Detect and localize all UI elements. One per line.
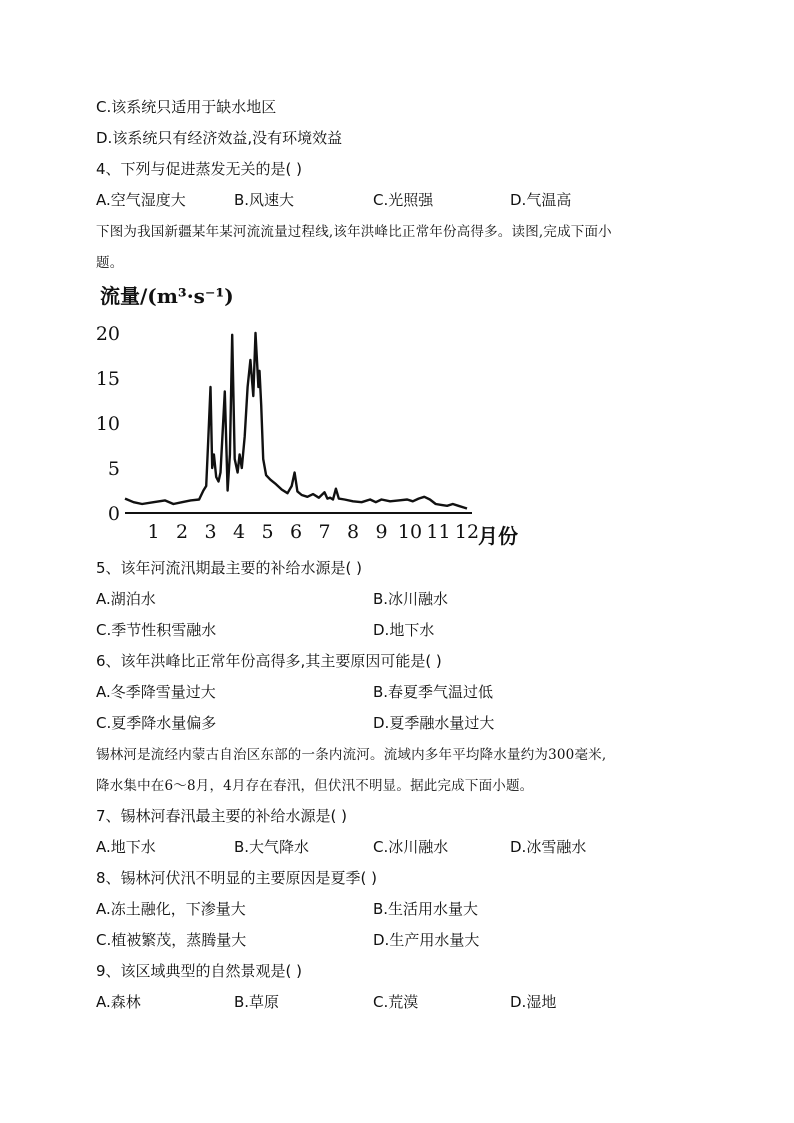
q4-option-c: C.光照强 xyxy=(373,191,434,209)
q3-option-c: C.该系统只适用于缺水地区 xyxy=(96,98,277,116)
chart-x-ticks xyxy=(147,521,479,543)
q8-stem: 8、锡林河伏汛不明显的主要原因是夏季( ) xyxy=(96,869,378,887)
chart-y-ticks xyxy=(96,323,120,525)
chart-x-tick-label: 5 xyxy=(261,521,274,543)
q9-option-b: B.草原 xyxy=(234,993,280,1011)
chart-x-tick-label: 2 xyxy=(175,521,189,543)
q7-option-c: C.冰川融水 xyxy=(373,838,449,856)
q6-option-c: C.夏季降水量偏多 xyxy=(96,714,217,732)
chart-x-tick-label: 10 xyxy=(397,521,423,543)
q6-option-a: A.冬季降雪量过大 xyxy=(96,683,216,701)
q6-option-d: D.夏季融水量过大 xyxy=(373,714,495,732)
q8-option-a: A.冻土融化，下渗量大 xyxy=(96,900,246,918)
q5-option-a: A.湖泊水 xyxy=(96,590,156,608)
material-intro-2-line2: 降水集中在6～8月，4月存在春汛，但伏汛不明显。据此完成下面小题。 xyxy=(96,778,534,794)
q8-option-b: B.生活用水量大 xyxy=(373,900,479,918)
q7-option-d: D.冰雪融水 xyxy=(510,838,587,856)
q6-option-b: B.春夏季气温过低 xyxy=(373,683,494,701)
chart-y-tick-label: 15 xyxy=(95,368,120,390)
material-intro-1-line1: 下图为我国新疆某年某河流流量过程线,该年洪峰比正常年份高得多。读图,完成下面小 xyxy=(96,224,612,240)
q3-option-d: D.该系统只有经济效益,没有环境效益 xyxy=(96,129,343,147)
q9-option-c: C.荒漠 xyxy=(373,993,419,1011)
q9-stem: 9、该区域典型的自然景观是( ) xyxy=(96,962,303,980)
q7-option-a: A.地下水 xyxy=(96,838,156,856)
q5-stem: 5、该年河流汛期最主要的补给水源是( ) xyxy=(96,559,363,577)
chart-x-tick-label: 9 xyxy=(375,521,388,543)
chart-x-tick-label: 11 xyxy=(426,521,451,543)
q6-stem: 6、该年洪峰比正常年份高得多,其主要原因可能是( ) xyxy=(96,652,442,670)
q7-stem: 7、锡林河春汛最主要的补给水源是( ) xyxy=(96,807,348,825)
discharge-series-line xyxy=(125,333,467,509)
material-intro-2-line1: 锡林河是流经内蒙古自治区东部的一条内流河。流域内多年平均降水量约为300毫米, xyxy=(96,747,607,763)
q5-option-d: D.地下水 xyxy=(373,621,435,639)
q8-option-d: D.生产用水量大 xyxy=(373,931,480,949)
chart-x-tick-label: 4 xyxy=(232,521,246,543)
q5-option-c: C.季节性积雪融水 xyxy=(96,621,217,639)
chart-y-tick-label: 10 xyxy=(95,413,120,435)
chart-x-tick-label: 12 xyxy=(454,521,480,543)
material-intro-1-line2: 题。 xyxy=(96,255,124,271)
chart-y-tick-label: 5 xyxy=(107,458,120,480)
q4-option-d: D.气温高 xyxy=(510,191,572,209)
q4-stem: 4、下列与促进蒸发无关的是( ) xyxy=(96,160,303,178)
river-discharge-chart xyxy=(0,280,794,550)
chart-x-tick-label: 6 xyxy=(289,521,303,543)
chart-y-tick-label: 0 xyxy=(107,503,120,525)
chart-x-tick-label: 1 xyxy=(147,521,160,543)
q5-option-b: B.冰川融水 xyxy=(373,590,449,608)
q7-option-b: B.大气降水 xyxy=(234,838,310,856)
chart-x-axis-label: 月份 xyxy=(478,524,518,548)
q9-option-d: D.湿地 xyxy=(510,993,557,1011)
chart-y-axis-label: 流量/(m³·s⁻¹) xyxy=(100,284,234,308)
chart-x-tick-label: 7 xyxy=(318,521,331,543)
chart-x-tick-label: 8 xyxy=(346,521,360,543)
q8-option-c: C.植被繁茂，蒸腾量大 xyxy=(96,931,247,949)
chart-y-tick-label: 20 xyxy=(95,323,120,345)
q9-option-a: A.森林 xyxy=(96,993,141,1011)
chart-x-tick-label: 3 xyxy=(204,521,217,543)
q4-option-b: B.风速大 xyxy=(234,191,295,209)
q4-option-a: A.空气湿度大 xyxy=(96,191,186,209)
